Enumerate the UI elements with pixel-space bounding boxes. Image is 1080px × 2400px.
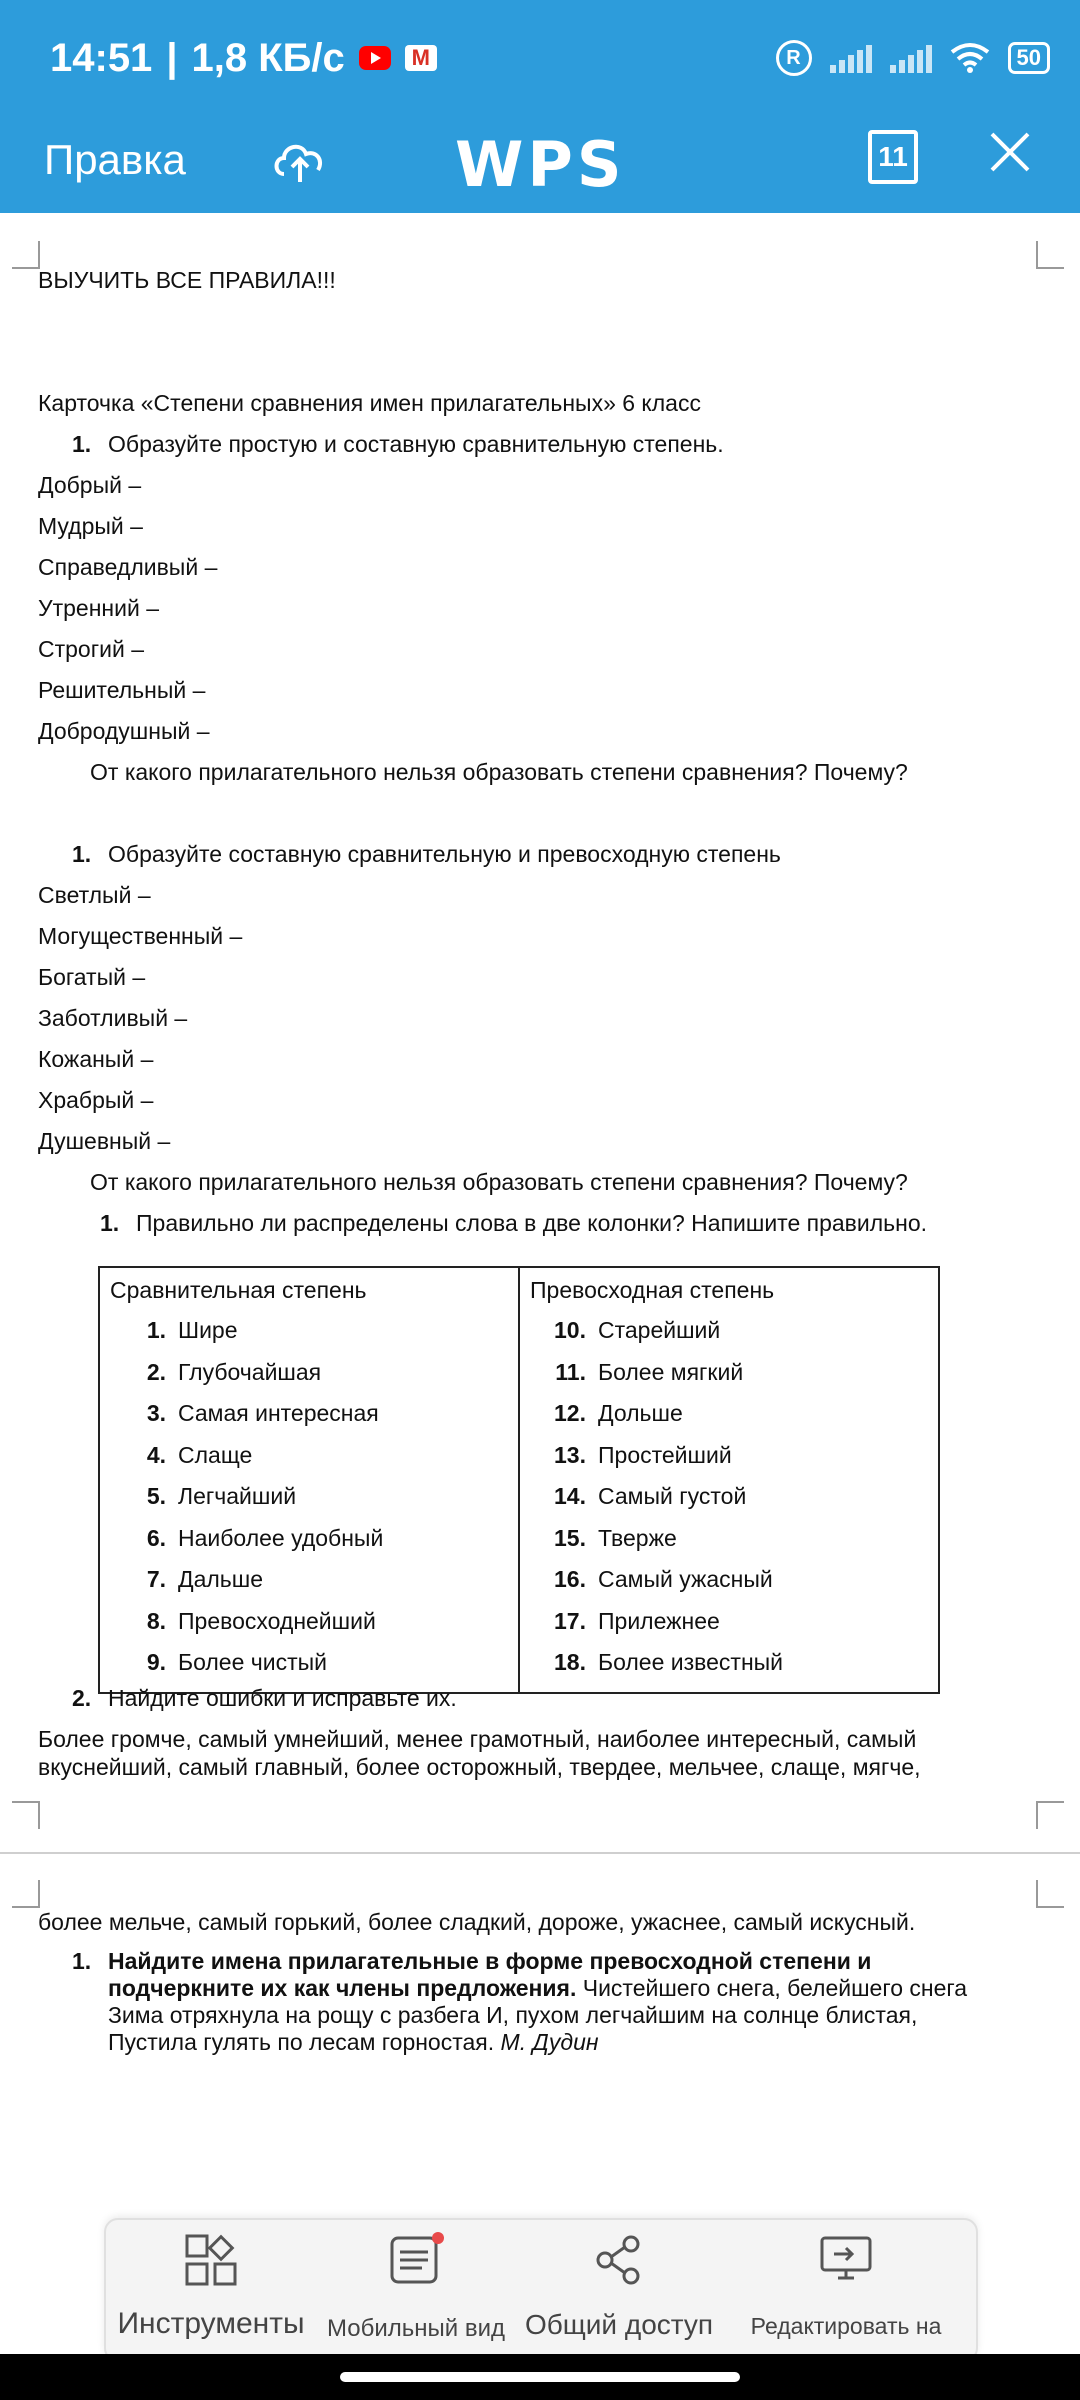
gmail-icon: M [405,45,437,71]
list-item: Мудрый – [38,513,143,539]
table-row: 11. Более мягкий [555,1358,744,1385]
comparison-table [98,1266,940,1694]
table-row: 16. Самый ужасный [554,1566,773,1592]
list-item: Светлый – [38,882,151,908]
list-item: Решительный – [38,677,206,703]
table-row: 17. Прилежнее [554,1607,720,1634]
edit-on-pc-button[interactable] [726,2232,966,2340]
task-5 [38,1948,1048,2056]
close-icon[interactable] [986,128,1034,176]
page-count-button[interactable]: 11 [868,130,918,184]
list-item: Заботливый – [38,1005,188,1031]
table-row: 3. Самая интересная [146,1400,379,1426]
app-toolbar [0,110,1080,210]
task-4 [38,1678,1048,1719]
document-body-continued [38,1678,1048,1781]
column-header: Сравнительная степень [110,1277,367,1303]
errors-text-line: вкуснейший, самый главный, более осторожный, твердее, мельчее, слаще, мягче, [38,1754,921,1780]
page-corner-mark [12,1801,40,1829]
bottom-toolbar [104,2218,978,2362]
document-page-2-body [38,1904,1048,2056]
task-number: 1. [100,1210,120,1236]
poem-text: Зима отряхнула на рощу с разбега И, пухом легчайшим на солнце блистая, [108,2002,918,2028]
app-header [0,0,1080,213]
list-item: Душевный – [38,1128,171,1154]
doc-heading: ВЫУЧИТЬ ВСЕ ПРАВИЛА!!! [38,267,336,293]
table-row: 15. Тверже [554,1524,677,1551]
list-item: Добродушный – [38,718,210,744]
task-text: Найдите имена прилагательные в форме превосходной степени и [108,1948,872,1974]
status-bar [50,28,1050,88]
poem-author: М. Дудин [500,2029,599,2055]
edit-on-pc-label: Редактировать на [750,2313,942,2339]
monitor-icon [816,2232,876,2288]
list-item: Могущественный – [38,923,243,949]
list-item: Кожаный – [38,1046,154,1072]
list-item: Справедливый – [38,554,218,580]
errors-text-line: более мельче, самый горький, более сладкий, дороже, ужаснее, самый искусный. [38,1909,916,1935]
table-row: 8. Превосходнейший [146,1607,376,1634]
share-icon [591,2232,647,2288]
document-body [38,260,1048,1244]
signal-icon-2 [890,43,932,73]
page-corner-mark [1036,1801,1064,1829]
list-item: Утренний – [38,595,160,621]
table-row: 10. Старейший [554,1317,721,1343]
task-3 [38,1203,1048,1244]
list-item: Богатый – [38,964,146,990]
list-item: Добрый – [38,472,142,498]
table-row: 18. Более известный [554,1649,784,1675]
mobile-view-label: Мобильный вид [326,2315,505,2342]
task-number: 1. [72,841,92,867]
tools-label: Инструменты [117,2307,305,2340]
share-button[interactable] [524,2232,714,2341]
share-label: Общий доступ [524,2309,714,2340]
edit-button[interactable]: Правка [44,136,186,183]
mobile-view-icon [386,2232,446,2288]
task-2 [38,834,1048,875]
table-row: 6. Наиболее удобный [146,1524,384,1551]
table-row: 1. Шире [146,1317,238,1343]
status-divider: | [166,35,178,80]
list-item: Храбрый – [38,1087,154,1113]
task-text: Правильно ли распределены слова в две колонки? Напишите правильно. [136,1210,928,1236]
wps-logo: WPS [455,128,626,201]
system-nav-bar [0,2354,1080,2400]
table-row: 7. Дальше [146,1566,264,1592]
registered-icon: R [776,40,812,76]
table-column-superlative [519,1267,939,1693]
poem-text: Пустила гулять по лесам горностая. [108,2029,495,2055]
wifi-icon [950,42,990,74]
page-corner-mark [12,241,40,269]
table-row: 5. Легчайший [146,1483,297,1509]
table-row: 14. Самый густой [554,1483,747,1509]
task-number: 1. [72,1948,92,1974]
page-corner-mark [12,1880,40,1908]
grid-icon [183,2232,239,2288]
status-time: 14:51 [50,35,153,80]
table-row: 9. Более чистый [146,1649,328,1675]
cloud-upload-icon[interactable] [270,130,330,190]
battery-indicator: 50 [1008,42,1050,74]
question-2: От какого прилагательного нельзя образовать степени сравнения? Почему? [90,1169,908,1195]
card-title: Карточка «Степени сравнения имен прилагательных» 6 класс [38,390,701,416]
task-1 [38,424,1048,465]
table-column-comparative [99,1267,519,1693]
poem-text: Чистейшего снега, белейшего снега [576,1975,968,2001]
table-row: 13. Простейший [554,1441,732,1468]
column-header: Превосходная степень [530,1277,775,1303]
table-row: 2. Глубочайшая [146,1358,322,1385]
mobile-view-button[interactable] [321,2232,511,2343]
task-text: подчеркните их как члены предложения. [108,1975,577,2001]
home-gesture-bar[interactable] [340,2372,740,2382]
tools-button[interactable] [116,2232,306,2341]
page-divider [0,1852,1080,1854]
task-text: Найдите ошибки и исправьте их. [108,1685,457,1711]
task-number: 2. [72,1685,92,1711]
list-item: Строгий – [38,636,144,662]
task-text: Образуйте простую и составную сравнительную степень. [108,431,724,457]
status-speed: 1,8 КБ/с [191,35,345,80]
task-number: 1. [72,431,92,457]
signal-icon [830,43,872,73]
errors-text-line: Более громче, самый умнейший, менее грамотный, наиболее интересный, самый [38,1726,917,1752]
question-1: От какого прилагательного нельзя образовать степени сравнения? Почему? [90,759,908,785]
table-row: 4. Слаще [146,1441,253,1468]
task-text: Образуйте составную сравнительную и превосходную степень [108,841,781,867]
youtube-icon [359,46,391,70]
table-row: 12. Дольше [554,1400,683,1426]
